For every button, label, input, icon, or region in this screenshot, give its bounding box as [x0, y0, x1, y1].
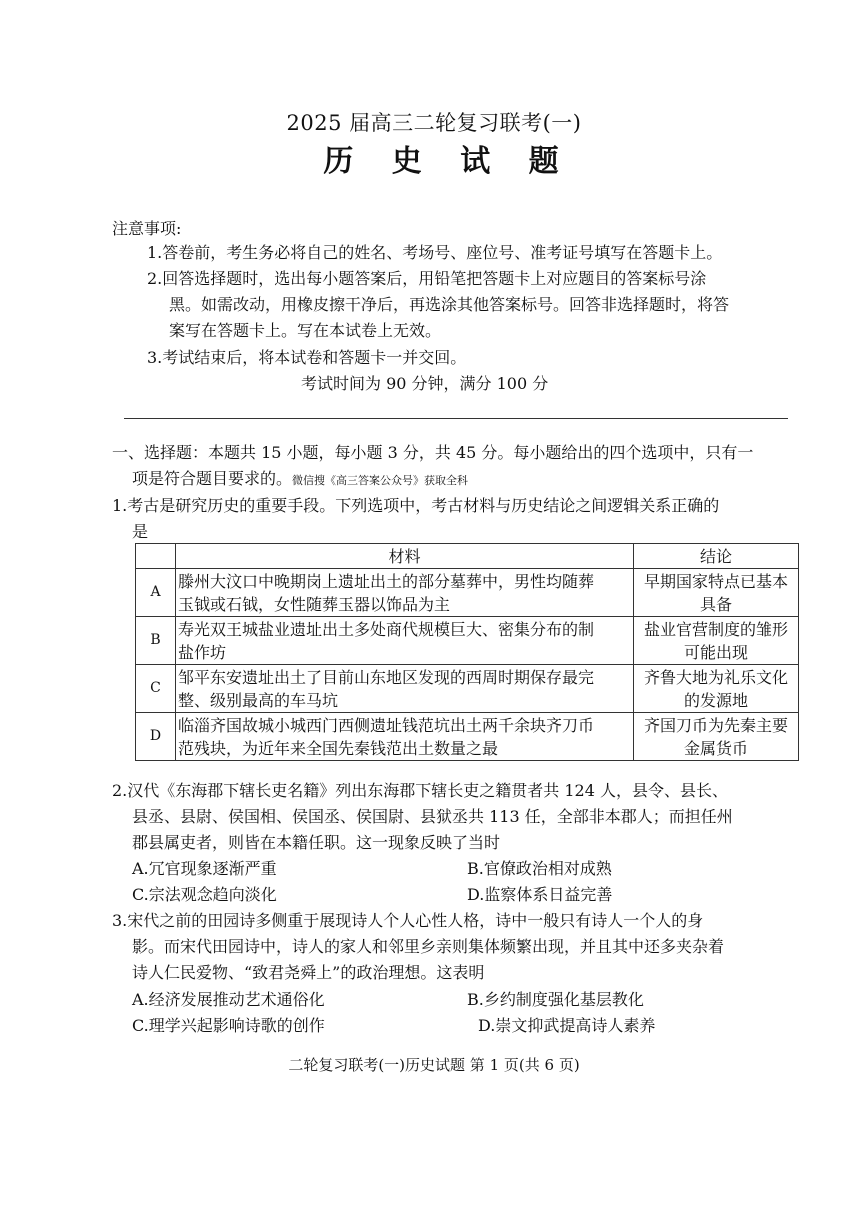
- conclusion-line: 具备: [699, 594, 732, 614]
- notice-item-3: 3.考试结束后，将本试卷和答题卡一并交回。: [147, 348, 467, 367]
- q2-stem-cont: 县丞、县尉、侯国相、侯国丞、侯国尉、县狱丞共 113 任，全部非本郡人；而担任州: [132, 807, 733, 826]
- conclusion-line: 金属货币: [683, 738, 748, 758]
- conclusion-line: 早期国家特点已基本: [643, 571, 788, 591]
- material-line: 邹平东安遗址出土了目前山东地区发现的西周时期保存最完: [178, 667, 595, 687]
- conclusion-line: 可能出现: [683, 642, 748, 662]
- watermark-text: 微信搜《高三答案公众号》获取全科: [292, 474, 469, 487]
- q2-stem: 2.汉代《东海郡下辖长吏名籍》列出东海郡下辖长吏之籍贯者共 124 人，县令、县长、: [112, 781, 728, 800]
- material-cell: [176, 713, 634, 761]
- q3-stem: 3.宋代之前的田园诗多侧重于展现诗人个人心性人格，诗中一般只有诗人一个人的身: [112, 911, 704, 930]
- material-line: 临淄齐国故城小城西门西侧遗址钱范坑出土两千余块齐刀币: [178, 715, 595, 735]
- section-heading: 一、选择题：本题共 15 小题，每小题 3 分，共 45 分。每小题给出的四个选项中，只有一: [112, 443, 754, 462]
- divider: [124, 418, 788, 419]
- notice-item-2-cont2: 案写在答题卡上。写在本试卷上无效。: [169, 321, 442, 340]
- q2-option-c: C.宗法观念趋向淡化: [132, 885, 277, 904]
- material-line: 整、级别最高的车马坑: [178, 690, 339, 710]
- q2-option-b: B.官僚政治相对成熟: [467, 859, 612, 878]
- q3-option-d: D.崇文抑武提高诗人素养: [478, 1016, 656, 1035]
- section-heading-cont: [132, 471, 468, 487]
- table-header-blank: [136, 544, 176, 569]
- exam-time: 考试时间为 90 分钟，满分 100 分: [301, 374, 549, 393]
- q3-stem-cont: 影。而宋代田园诗中，诗人的家人和邻里乡亲则集体频繁出现，并且其中还多夹杂着: [132, 937, 725, 956]
- q3-stem-cont2: 诗人仁民爱物、“致君尧舜上”的政治理想。这表明: [132, 963, 485, 982]
- q2-stem-cont2: 郡县属吏者，则皆在本籍任职。这一现象反映了当时: [132, 833, 501, 852]
- row-label: D: [136, 713, 176, 761]
- conclusion-cell: [634, 569, 799, 617]
- q2-option-a: A.冗官现象逐渐严重: [132, 859, 277, 878]
- conclusion-cell: [634, 617, 799, 665]
- section-heading-line2: 项是符合题目要求的。: [132, 469, 293, 488]
- table-row: [136, 569, 799, 617]
- material-line: 滕州大汶口中晚期岗上遗址出土的部分墓葬中，男性均随葬: [178, 571, 595, 591]
- table-row: [136, 713, 799, 761]
- conclusion-line: 盐业官营制度的雏形: [643, 619, 788, 639]
- material-line: 范残块，为近年来全国先秦钱范出土数量之最: [178, 738, 499, 758]
- material-line: 玉钺或石钺，女性随葬玉器以饰品为主: [178, 594, 451, 614]
- conclusion-cell: [634, 713, 799, 761]
- table-row: [136, 665, 799, 713]
- q2-option-d: D.监察体系日益完善: [467, 885, 613, 904]
- material-line: 寿光双王城盐业遗址出土多处商代规模巨大、密集分布的制: [178, 619, 595, 639]
- q1-table: [135, 543, 799, 761]
- notice-item-1: 1.答卷前，考生务必将自己的姓名、考场号、座位号、准考证号填写在答题卡上。: [147, 243, 723, 262]
- conclusion-line: 齐鲁大地为礼乐文化: [643, 667, 788, 687]
- conclusion-cell: [634, 665, 799, 713]
- material-cell: [176, 665, 634, 713]
- table-row: [136, 617, 799, 665]
- conclusion-line: 的发源地: [683, 690, 748, 710]
- table-header-material: 材料: [176, 544, 634, 569]
- q1-stem: 1.考古是研究历史的重要手段。下列选项中，考古材料与历史结论之间逻辑关系正确的: [112, 496, 720, 515]
- page-footer: 二轮复习联考(一)历史试题 第 1 页(共 6 页): [288, 1056, 580, 1074]
- row-label: A: [136, 569, 176, 617]
- material-line: 盐作坊: [178, 642, 227, 662]
- row-label: B: [136, 617, 176, 665]
- q3-option-a: A.经济发展推动艺术通俗化: [132, 990, 325, 1009]
- notice-item-2: 2.回答选择题时，选出每小题答案后，用铅笔把答题卡上对应题目的答案标号涂: [147, 269, 707, 288]
- notice-heading: 注意事项:: [112, 219, 182, 238]
- table-header-conclusion: 结论: [634, 544, 799, 569]
- row-label: C: [136, 665, 176, 713]
- exam-title: 2025 届高三二轮复习联考(一): [286, 111, 582, 135]
- subject-title: 历 史 试 题: [323, 144, 573, 179]
- notice-item-2-cont: 黑。如需改动，用橡皮擦干净后，再选涂其他答案标号。回答非选择题时，将答: [169, 295, 730, 314]
- material-cell: [176, 617, 634, 665]
- conclusion-line: 齐国刀币为先秦主要: [643, 715, 788, 735]
- q3-option-c: C.理学兴起影响诗歌的创作: [132, 1016, 325, 1035]
- q3-option-b: B.乡约制度强化基层教化: [467, 990, 644, 1009]
- q1-stem-cont: 是: [132, 522, 149, 541]
- material-cell: [176, 569, 634, 617]
